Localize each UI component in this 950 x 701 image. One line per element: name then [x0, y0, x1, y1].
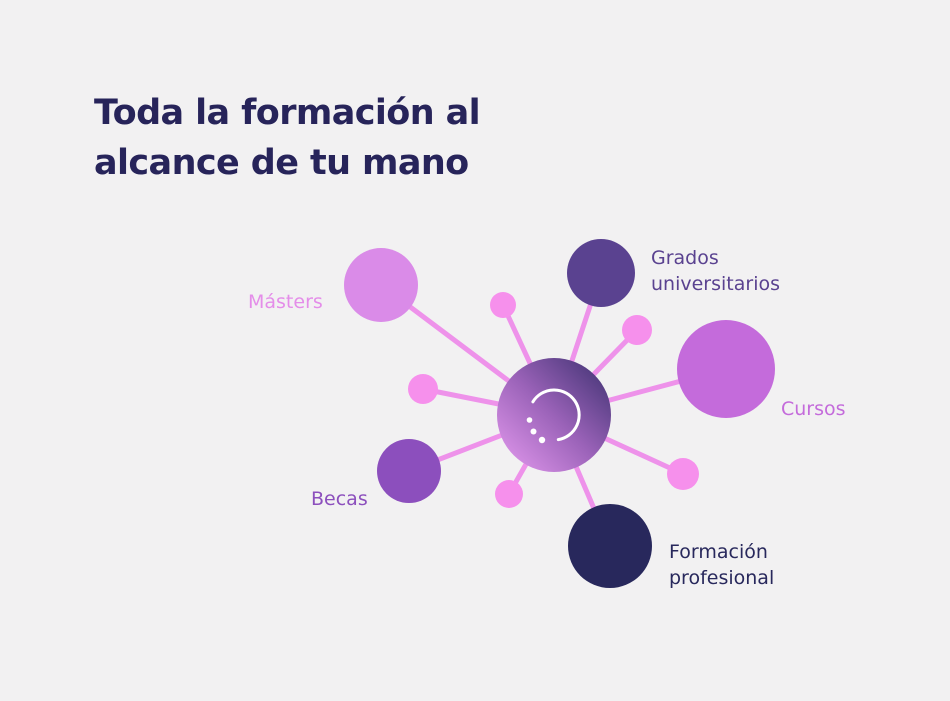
node-becas	[377, 439, 441, 503]
hub	[497, 358, 611, 472]
hub-circle	[497, 358, 611, 472]
label-grados-line-2: universitarios	[651, 273, 780, 295]
page-title-line-2: alcance de tu mano	[94, 143, 469, 183]
label-masters: Másters	[248, 291, 323, 313]
page-title-line-1: Toda la formación al	[94, 93, 481, 133]
spoke-node-top-right	[622, 315, 652, 345]
node-grados-universitarios	[567, 239, 635, 307]
label-formacion-profesional	[669, 539, 774, 591]
node-formacion-profesional	[568, 504, 652, 588]
label-cursos: Cursos	[781, 398, 846, 420]
label-fp-line-1: Formación	[669, 541, 768, 563]
label-grados-universitarios	[651, 245, 780, 297]
spoke-node-right	[667, 458, 699, 490]
spoke-node-bottom	[495, 480, 523, 508]
label-fp-line-2: profesional	[669, 567, 775, 589]
node-cursos	[677, 320, 775, 418]
node-masters	[344, 248, 418, 322]
label-becas: Becas	[311, 488, 368, 510]
spoke-node-top	[490, 292, 516, 318]
spoke-node-left	[408, 374, 438, 404]
label-grados-line-1: Grados	[651, 247, 719, 269]
